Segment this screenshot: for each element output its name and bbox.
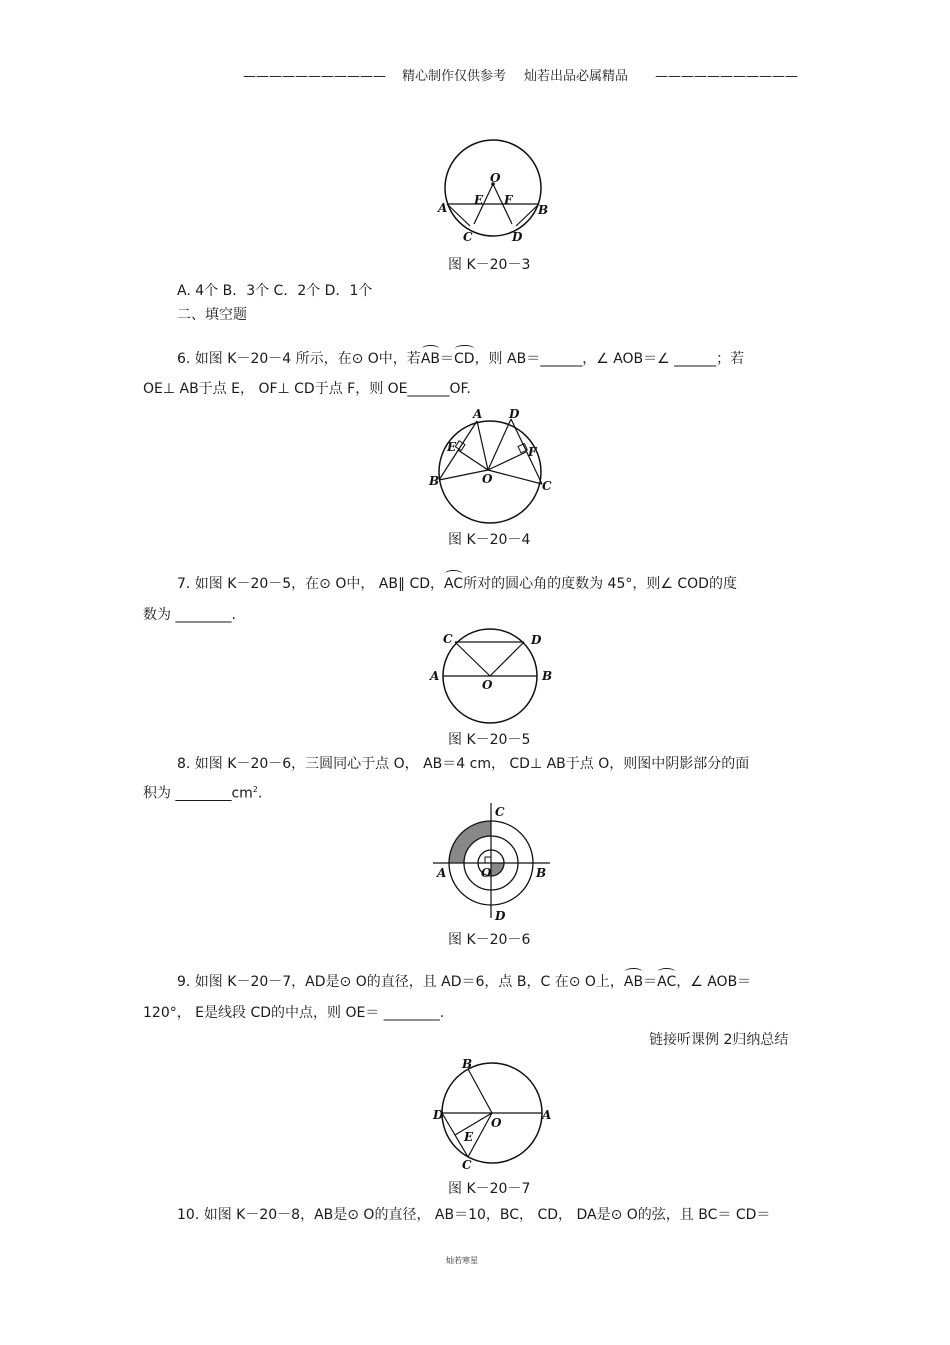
figure-caption: 图 K－20－3 xyxy=(448,257,531,273)
arc-ab: AB xyxy=(420,351,440,367)
fig7-label-e: E xyxy=(464,1130,474,1144)
fig3-label-f: F xyxy=(504,193,513,207)
fig3-label-e: E xyxy=(474,193,484,207)
fig3-label-o: O xyxy=(490,171,501,185)
q6-line1: 6. 如图 K－20－4 所示，在⊙ O中，若AB＝CD，则 AB＝______，∠ AOB＝∠ ______；若 xyxy=(177,351,745,367)
header-dashes-right: ——————————— xyxy=(655,69,798,84)
fig5-label-b: B xyxy=(542,669,553,683)
arc-ab: AB xyxy=(623,974,644,990)
figure-caption: 图 K－20－5 xyxy=(448,732,531,748)
arc-ac: AC xyxy=(657,974,677,990)
q7-line2: 数为 ________. xyxy=(143,607,236,623)
fig5-label-d: D xyxy=(531,633,542,647)
figure-k20-6 xyxy=(428,800,558,925)
figure-k20-5 xyxy=(425,628,560,728)
figure-caption: 图 K－20－6 xyxy=(448,932,531,948)
fig4-label-b: B xyxy=(429,474,440,488)
header-text-left: 精心制作仅供参考 xyxy=(402,69,507,84)
fig4-label-a: A xyxy=(473,407,483,421)
footer-text: 灿若寒星 xyxy=(446,1256,478,1265)
fig5-label-c: C xyxy=(443,632,453,646)
figure-k20-7 xyxy=(425,1055,560,1175)
fig3-label-b: B xyxy=(538,203,549,217)
figure-k20-4 xyxy=(425,404,560,526)
fig6-label-b: B xyxy=(536,866,547,880)
section-title: 二、填空题 xyxy=(177,307,247,323)
arc-ac: AC xyxy=(444,576,464,592)
q9-link-note: 链接听课例 2归纳总结 xyxy=(649,1032,789,1048)
fig7-label-c: C xyxy=(462,1158,472,1172)
q5-options: A. 4个 B．3个 C．2个 D．1个 xyxy=(177,283,373,299)
q9-line1: 9. 如图 K－20－7，AD是⊙ O的直径，且 AD＝6，点 B，C 在⊙ O上，AB＝AC，∠ AOB＝ xyxy=(177,974,752,990)
q10-line1: 10. 如图 K－20－8，AB是⊙ O的直径， AB＝10，BC， CD， DA是⊙ O的弦，且 BC＝ CD＝ xyxy=(177,1207,771,1223)
fig6-label-d: D xyxy=(495,909,506,923)
figure-caption: 图 K－20－4 xyxy=(448,532,531,548)
fig3-label-c: C xyxy=(463,230,473,244)
fig6-label-a: A xyxy=(437,866,447,880)
fig4-label-e: E xyxy=(447,440,457,454)
fig7-label-b: B xyxy=(462,1057,473,1071)
q8-line1: 8. 如图 K－20－6，三圆同心于点 O， AB＝4 cm， CD⊥ AB于点 O，则图中阴影部分的面 xyxy=(177,756,750,772)
q7-line1: 7. 如图 K－20－5，在⊙ O中， AB∥ CD，AC所对的圆心角的度数为 45°，则∠ COD的度 xyxy=(177,576,737,592)
fig5-label-a: A xyxy=(430,669,440,683)
fig6-label-o: O xyxy=(481,866,492,880)
fig7-label-d: D xyxy=(433,1108,444,1122)
fig3-label-d: D xyxy=(512,230,523,244)
figure-k20-3 xyxy=(430,134,555,249)
fig5-label-o: O xyxy=(482,678,493,692)
header-dashes-left: ——————————— xyxy=(243,69,386,84)
fig7-label-a: A xyxy=(542,1108,552,1122)
q6-line2: OE⊥ AB于点 E， OF⊥ CD于点 F，则 OE______OF. xyxy=(143,381,471,397)
q9-line2: 120°， E是线段 CD的中点，则 OE＝ ________. xyxy=(143,1005,445,1021)
figure-caption: 图 K－20－7 xyxy=(448,1181,531,1197)
fig4-label-d: D xyxy=(509,407,520,421)
fig4-label-f: F xyxy=(528,445,537,459)
header-text-right: 灿若出品必属精品 xyxy=(524,69,629,84)
fig6-label-c: C xyxy=(495,805,505,819)
fig7-label-o: O xyxy=(491,1116,502,1130)
arc-cd: CD xyxy=(454,351,475,367)
fig4-label-c: C xyxy=(542,479,552,493)
fig4-label-o: O xyxy=(482,472,493,486)
q8-line2: 积为 $\_\_\_\_\_\_\_\_cm^2$. xyxy=(143,785,263,802)
fig3-label-a: A xyxy=(438,201,448,215)
